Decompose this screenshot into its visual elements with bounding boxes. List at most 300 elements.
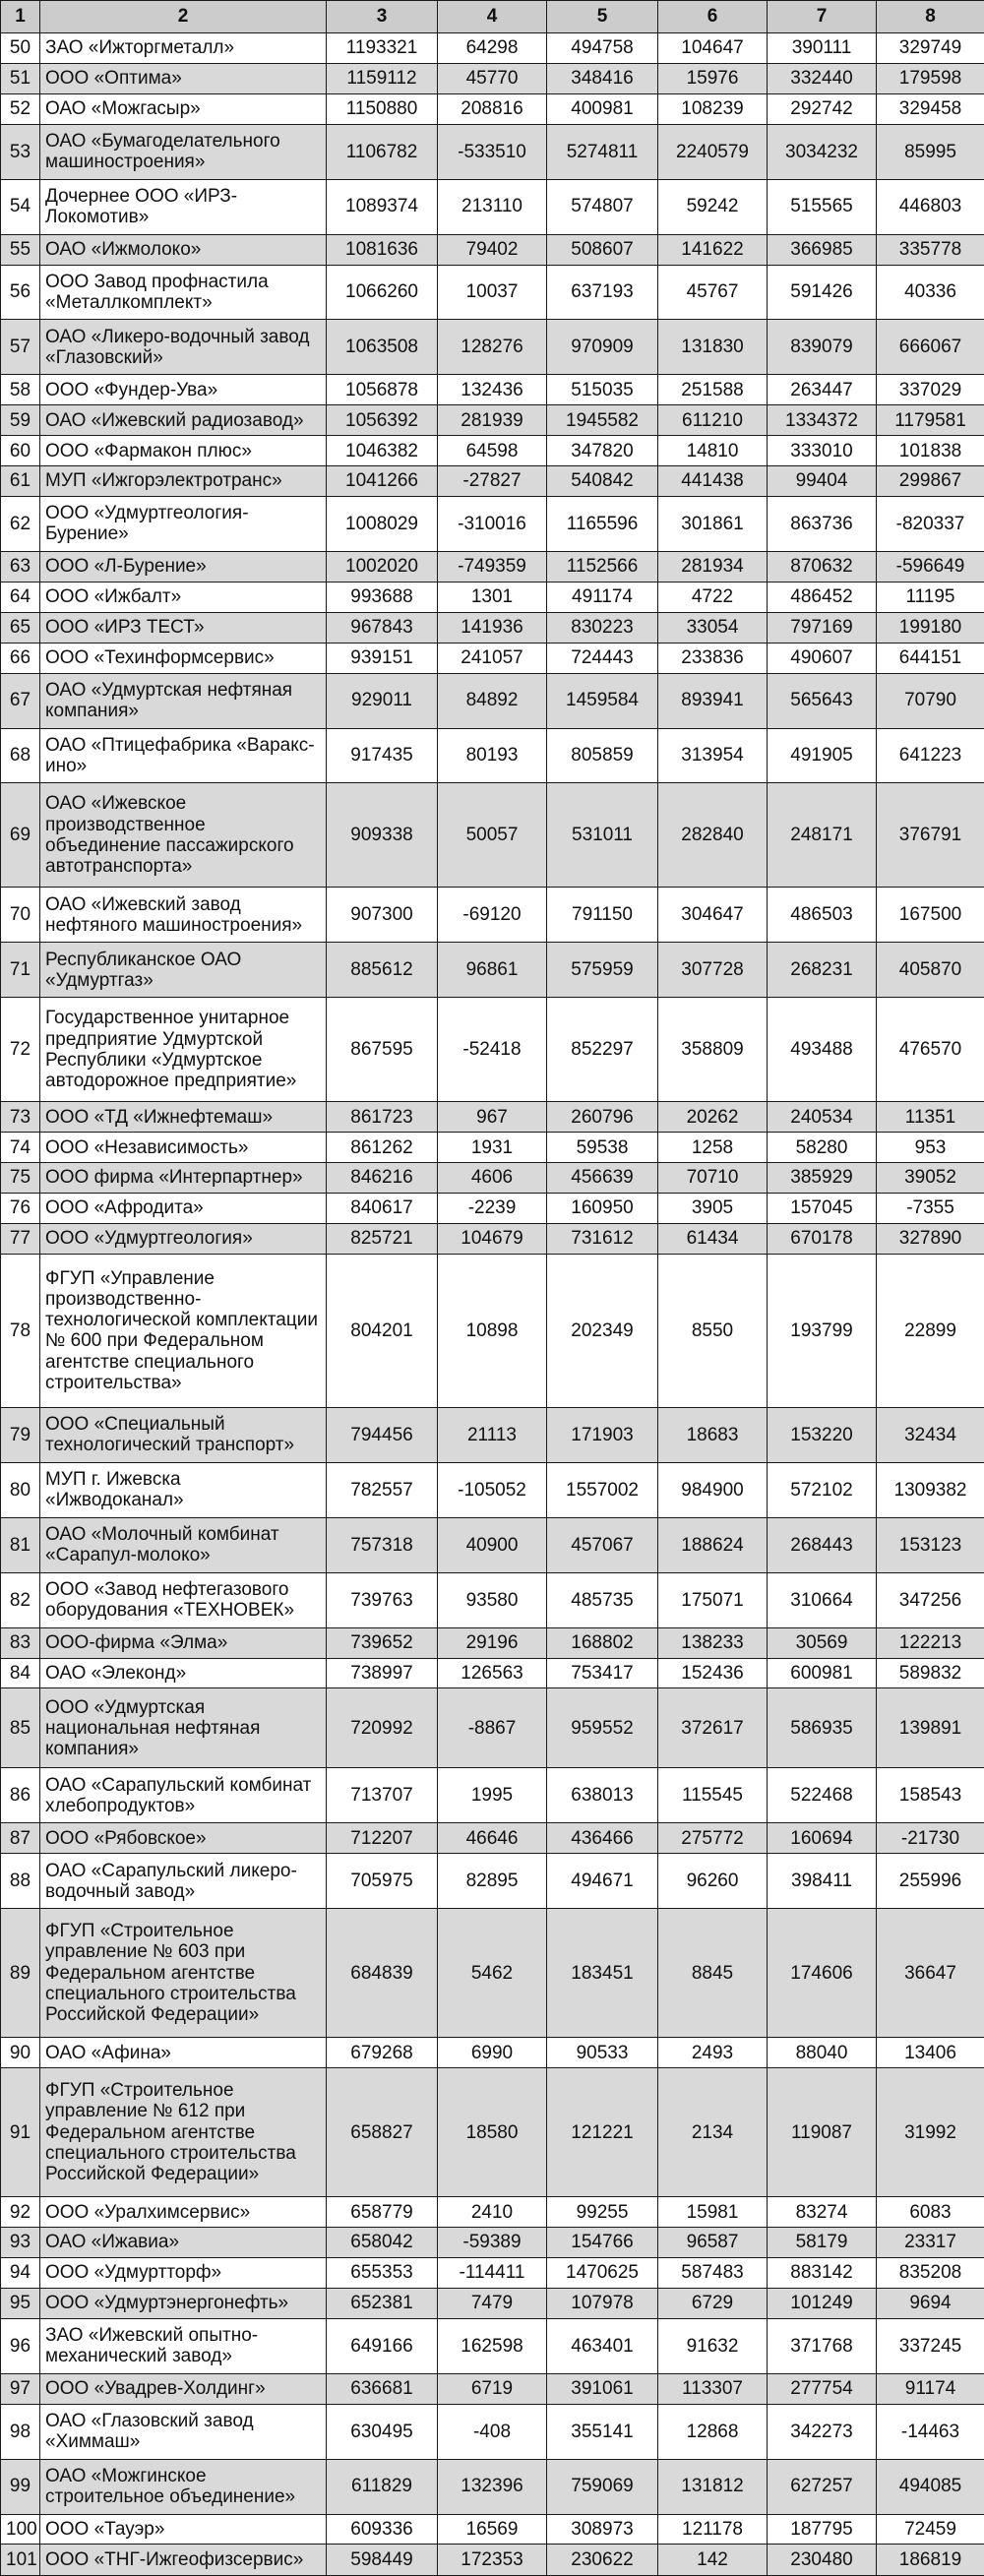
value-cell: 600981 — [768, 1658, 877, 1688]
table-row — [1, 673, 984, 728]
value-cell: 1066260 — [327, 265, 438, 320]
value-cell: 441438 — [658, 466, 768, 497]
table-row — [1, 551, 984, 582]
table-row — [1, 1854, 984, 1909]
value-cell: 1165596 — [547, 497, 658, 552]
value-cell: -533510 — [438, 124, 547, 179]
organization-name-cell: ОАО «Можгасыр» — [40, 93, 327, 124]
value-cell: 490607 — [768, 643, 877, 673]
value-cell: 347256 — [877, 1572, 984, 1627]
row-number-cell: 100 — [1, 2514, 40, 2545]
value-cell: 20262 — [658, 1102, 768, 1133]
organization-name-cell: ООО «ТНГ-Ижгеофизсервис» — [40, 2545, 327, 2576]
value-cell: 587483 — [658, 2258, 768, 2289]
organization-name-cell: ОАО «Ликеро-водочный завод «Глазовский» — [40, 320, 327, 375]
organization-name-cell: ОАО «Ижмолоко» — [40, 234, 327, 265]
value-cell: 132396 — [438, 2459, 547, 2514]
value-cell: 658827 — [327, 2068, 438, 2197]
value-cell: 29196 — [438, 1627, 547, 1658]
value-cell: 84892 — [438, 673, 547, 728]
value-cell: 984900 — [658, 1462, 768, 1517]
table-row — [1, 2545, 984, 2576]
organization-name-cell: ООО «Завод нефтегазового оборудования «ТЕХНОВЕК» — [40, 1572, 327, 1627]
value-cell: 46646 — [438, 1823, 547, 1854]
value-cell: 1089374 — [327, 179, 438, 234]
table-row — [1, 783, 984, 888]
value-cell: 731612 — [547, 1223, 658, 1254]
value-cell: 959552 — [547, 1688, 658, 1768]
table-row — [1, 1688, 984, 1768]
value-cell: 2493 — [658, 2038, 768, 2068]
value-cell: 1258 — [658, 1133, 768, 1163]
value-cell: 5274811 — [547, 124, 658, 179]
value-cell: 158543 — [877, 1768, 984, 1823]
value-cell: 33054 — [658, 612, 768, 643]
row-number-cell: 55 — [1, 234, 40, 265]
value-cell: 141936 — [438, 612, 547, 643]
table-row — [1, 1462, 984, 1517]
value-cell: 679268 — [327, 2038, 438, 2068]
value-cell: 400981 — [547, 93, 658, 124]
organization-name-cell: ООО «Независимость» — [40, 1133, 327, 1163]
value-cell: 405870 — [877, 943, 984, 998]
organization-name-cell: ФГУП «Управление производственно-технологической комплектации № 600 при Федеральном агентстве специального строительства» — [40, 1254, 327, 1407]
row-number-cell: 99 — [1, 2459, 40, 2514]
value-cell: 40900 — [438, 1517, 547, 1572]
organization-name-cell: ОАО «Ижевский завод нефтяного машиностроения» — [40, 888, 327, 943]
organization-name-cell: ООО Завод профнастила «Металлкомплект» — [40, 265, 327, 320]
value-cell: 241057 — [438, 643, 547, 673]
value-cell: 348416 — [547, 63, 658, 93]
value-cell: 327890 — [877, 1223, 984, 1254]
value-cell: 6990 — [438, 2038, 547, 2068]
value-cell: 572102 — [768, 1462, 877, 1517]
organization-name-cell: ООО «Удмуртэнергонефть» — [40, 2288, 327, 2318]
value-cell: 187795 — [768, 2514, 877, 2545]
value-cell: 1152566 — [547, 551, 658, 582]
value-cell: 358809 — [658, 998, 768, 1102]
organization-name-cell: Государственное унитарное предприятие Удмуртской Республики «Удмуртское автодорожное предприятие» — [40, 998, 327, 1102]
value-cell: 907300 — [327, 888, 438, 943]
table-row — [1, 1102, 984, 1133]
value-cell: -27827 — [438, 466, 547, 497]
value-cell: -408 — [438, 2404, 547, 2459]
organization-name-cell: ОАО «Глазовский завод «Химмаш» — [40, 2404, 327, 2459]
column-header-4: 4 — [438, 1, 547, 33]
organization-name-cell: ОАО «Молочный комбинат «Сарапул-молоко» — [40, 1517, 327, 1572]
value-cell: 1081636 — [327, 234, 438, 265]
value-cell: 153123 — [877, 1517, 984, 1572]
value-cell: 486503 — [768, 888, 877, 943]
value-cell: -105052 — [438, 1462, 547, 1517]
table-row — [1, 1407, 984, 1462]
value-cell: 1063508 — [327, 320, 438, 375]
value-cell: 540842 — [547, 466, 658, 497]
value-cell: -69120 — [438, 888, 547, 943]
value-cell: 255996 — [877, 1854, 984, 1909]
row-number-cell: 58 — [1, 375, 40, 405]
value-cell: 655353 — [327, 2258, 438, 2289]
row-number-cell: 93 — [1, 2228, 40, 2258]
row-number-cell: 65 — [1, 612, 40, 643]
value-cell: 522468 — [768, 1768, 877, 1823]
row-number-cell: 74 — [1, 1133, 40, 1163]
value-cell: 175071 — [658, 1572, 768, 1627]
organization-name-cell: ООО «Фундер-Ува» — [40, 375, 327, 405]
value-cell: 630495 — [327, 2404, 438, 2459]
value-cell: 199180 — [877, 612, 984, 643]
table-row — [1, 643, 984, 673]
row-number-cell: 71 — [1, 943, 40, 998]
column-header-1: 1 — [1, 1, 40, 33]
value-cell: 122213 — [877, 1627, 984, 1658]
value-cell: 154766 — [547, 2228, 658, 2258]
table-row — [1, 728, 984, 783]
value-cell: 292742 — [768, 93, 877, 124]
value-cell: 115545 — [658, 1768, 768, 1823]
table-row — [1, 63, 984, 93]
value-cell: 670178 — [768, 1223, 877, 1254]
table-row — [1, 320, 984, 375]
value-cell: 90533 — [547, 2038, 658, 2068]
value-cell: 202349 — [547, 1254, 658, 1407]
value-cell: 186819 — [877, 2545, 984, 2576]
table-header — [1, 1, 984, 33]
value-cell: 366985 — [768, 234, 877, 265]
value-cell: 2410 — [438, 2197, 547, 2228]
organization-name-cell: ООО «Удмуртгеология» — [40, 1223, 327, 1254]
table-row — [1, 1627, 984, 1658]
value-cell: -596649 — [877, 551, 984, 582]
value-cell: 463401 — [547, 2318, 658, 2373]
value-cell: 213110 — [438, 179, 547, 234]
value-cell: 508607 — [547, 234, 658, 265]
value-cell: 531011 — [547, 783, 658, 888]
value-cell: 739763 — [327, 1572, 438, 1627]
value-cell: 515035 — [547, 375, 658, 405]
value-cell: 720992 — [327, 1688, 438, 1768]
table-row — [1, 943, 984, 998]
row-number-cell: 50 — [1, 33, 40, 64]
value-cell: 494758 — [547, 33, 658, 64]
value-cell: 846216 — [327, 1163, 438, 1194]
organization-name-cell: ООО «Удмуртская национальная нефтяная компания» — [40, 1688, 327, 1768]
row-number-cell: 96 — [1, 2318, 40, 2373]
value-cell: 446803 — [877, 179, 984, 234]
table-row — [1, 2459, 984, 2514]
value-cell: 589832 — [877, 1658, 984, 1688]
organization-name-cell: ООО «Тауэр» — [40, 2514, 327, 2545]
value-cell: 230480 — [768, 2545, 877, 2576]
table-row — [1, 179, 984, 234]
value-cell: 82895 — [438, 1854, 547, 1909]
organization-name-cell: МУП «Ижгорэлектротранс» — [40, 466, 327, 497]
organization-name-cell: ЗАО «Ижевский опытно-механический завод» — [40, 2318, 327, 2373]
row-number-cell: 76 — [1, 1194, 40, 1224]
value-cell: 1008029 — [327, 497, 438, 552]
value-cell: 953 — [877, 1133, 984, 1163]
value-cell: 12868 — [658, 2404, 768, 2459]
value-cell: 308973 — [547, 2514, 658, 2545]
value-cell: 11195 — [877, 582, 984, 612]
organization-name-cell: ООО «Уралхимсервис» — [40, 2197, 327, 2228]
row-number-cell: 78 — [1, 1254, 40, 1407]
value-cell: 141622 — [658, 234, 768, 265]
value-cell: 1056392 — [327, 405, 438, 436]
value-cell: 1995 — [438, 1768, 547, 1823]
value-cell: 101838 — [877, 436, 984, 466]
value-cell: 107978 — [547, 2288, 658, 2318]
organization-name-cell: ООО «Ижбалт» — [40, 582, 327, 612]
value-cell: 574807 — [547, 179, 658, 234]
value-cell: 8550 — [658, 1254, 768, 1407]
organization-name-cell: ООО «Л-Бурение» — [40, 551, 327, 582]
value-cell: 131812 — [658, 2459, 768, 2514]
row-number-cell: 87 — [1, 1823, 40, 1854]
value-cell: 1301 — [438, 582, 547, 612]
value-cell: 167500 — [877, 888, 984, 943]
value-cell: 376791 — [877, 783, 984, 888]
value-cell: 1056878 — [327, 375, 438, 405]
table-row — [1, 1254, 984, 1407]
value-cell: 39052 — [877, 1163, 984, 1194]
row-number-cell: 62 — [1, 497, 40, 552]
value-cell: 1150880 — [327, 93, 438, 124]
organization-name-cell: Республиканское ОАО «Удмуртгаз» — [40, 943, 327, 998]
value-cell: 131830 — [658, 320, 768, 375]
table-row — [1, 1517, 984, 1572]
value-cell: 939151 — [327, 643, 438, 673]
column-header-8: 8 — [877, 1, 984, 33]
value-cell: -310016 — [438, 497, 547, 552]
value-cell: -59389 — [438, 2228, 547, 2258]
value-cell: -8867 — [438, 1688, 547, 1768]
table-row — [1, 124, 984, 179]
value-cell: 16569 — [438, 2514, 547, 2545]
value-cell: 160950 — [547, 1194, 658, 1224]
value-cell: 337029 — [877, 375, 984, 405]
value-cell: 23317 — [877, 2228, 984, 2258]
value-cell: 332440 — [768, 63, 877, 93]
row-number-cell: 79 — [1, 1407, 40, 1462]
table-row — [1, 33, 984, 64]
value-cell: 684839 — [327, 1909, 438, 2038]
row-number-cell: 89 — [1, 1909, 40, 2038]
value-cell: 885612 — [327, 943, 438, 998]
value-cell: 153220 — [768, 1407, 877, 1462]
organization-name-cell: ОАО «Ижавиа» — [40, 2228, 327, 2258]
organization-name-cell: ОАО «Сарапульский комбинат хлебопродуктов» — [40, 1768, 327, 1823]
organization-name-cell: ОАО «Бумагоделательного машиностроения» — [40, 124, 327, 179]
value-cell: 835208 — [877, 2258, 984, 2289]
table-body — [1, 33, 984, 2576]
organization-name-cell: ООО «Удмуртгеология-Бурение» — [40, 497, 327, 552]
row-number-cell: 51 — [1, 63, 40, 93]
row-number-cell: 64 — [1, 582, 40, 612]
row-number-cell: 56 — [1, 265, 40, 320]
value-cell: 485735 — [547, 1572, 658, 1627]
value-cell: 637193 — [547, 265, 658, 320]
value-cell: 712207 — [327, 1823, 438, 1854]
table-row — [1, 1572, 984, 1627]
value-cell: 1309382 — [877, 1462, 984, 1517]
value-cell: 14810 — [658, 436, 768, 466]
value-cell: 457067 — [547, 1517, 658, 1572]
value-cell: 101249 — [768, 2288, 877, 2318]
row-number-cell: 77 — [1, 1223, 40, 1254]
value-cell: 79402 — [438, 234, 547, 265]
organization-name-cell: ОАО «Ижевское производственное объединение пассажирского автотранспорта» — [40, 783, 327, 888]
table-row — [1, 2038, 984, 2068]
value-cell: 299867 — [877, 466, 984, 497]
value-cell: 335778 — [877, 234, 984, 265]
row-number-cell: 61 — [1, 466, 40, 497]
row-number-cell: 53 — [1, 124, 40, 179]
value-cell: 652381 — [327, 2288, 438, 2318]
value-cell: 598449 — [327, 2545, 438, 2576]
value-cell: 277754 — [768, 2373, 877, 2404]
value-cell: 329749 — [877, 33, 984, 64]
table-row — [1, 375, 984, 405]
value-cell: 188624 — [658, 1517, 768, 1572]
value-cell: -114411 — [438, 2258, 547, 2289]
value-cell: 852297 — [547, 998, 658, 1102]
column-header-5: 5 — [547, 1, 658, 33]
row-number-cell: 98 — [1, 2404, 40, 2459]
value-cell: -52418 — [438, 998, 547, 1102]
value-cell: 268231 — [768, 943, 877, 998]
value-cell: 638013 — [547, 1768, 658, 1823]
organization-name-cell: ОАО «Удмуртская нефтяная компания» — [40, 673, 327, 728]
row-number-cell: 59 — [1, 405, 40, 436]
value-cell: 7479 — [438, 2288, 547, 2318]
value-cell: 666067 — [877, 320, 984, 375]
value-cell: 713707 — [327, 1768, 438, 1823]
table-row — [1, 2228, 984, 2258]
value-cell: 486452 — [768, 582, 877, 612]
value-cell: 83274 — [768, 2197, 877, 2228]
value-cell: 342273 — [768, 2404, 877, 2459]
value-cell: 96260 — [658, 1854, 768, 1909]
value-cell: 36647 — [877, 1909, 984, 2038]
value-cell: 281939 — [438, 405, 547, 436]
column-header-3: 3 — [327, 1, 438, 33]
value-cell: 18580 — [438, 2068, 547, 2197]
value-cell: 1041266 — [327, 466, 438, 497]
value-cell: 739652 — [327, 1627, 438, 1658]
table-row — [1, 998, 984, 1102]
row-number-cell: 94 — [1, 2258, 40, 2289]
value-cell: 5462 — [438, 1909, 547, 2038]
value-cell: 494085 — [877, 2459, 984, 2514]
value-cell: 867595 — [327, 998, 438, 1102]
value-cell: 32434 — [877, 1407, 984, 1462]
value-cell: 753417 — [547, 1658, 658, 1688]
table-row — [1, 582, 984, 612]
value-cell: 59242 — [658, 179, 768, 234]
table-row — [1, 2514, 984, 2545]
column-header-6: 6 — [658, 1, 768, 33]
value-cell: 967843 — [327, 612, 438, 643]
value-cell: 805859 — [547, 728, 658, 783]
value-cell: 658779 — [327, 2197, 438, 2228]
row-number-cell: 84 — [1, 1658, 40, 1688]
organization-name-cell: ОАО «Ижевский радиозавод» — [40, 405, 327, 436]
row-number-cell: 54 — [1, 179, 40, 234]
value-cell: 171903 — [547, 1407, 658, 1462]
value-cell: 1046382 — [327, 436, 438, 466]
value-cell: 456639 — [547, 1163, 658, 1194]
value-cell: 724443 — [547, 643, 658, 673]
value-cell: 8845 — [658, 1909, 768, 2038]
value-cell: 168802 — [547, 1627, 658, 1658]
header-row — [1, 1, 984, 33]
value-cell: 64598 — [438, 436, 547, 466]
value-cell: 6719 — [438, 2373, 547, 2404]
column-header-7: 7 — [768, 1, 877, 33]
value-cell: 230622 — [547, 2545, 658, 2576]
row-number-cell: 52 — [1, 93, 40, 124]
row-number-cell: 88 — [1, 1854, 40, 1909]
value-cell: 162598 — [438, 2318, 547, 2373]
value-cell: 132436 — [438, 375, 547, 405]
value-cell: 4606 — [438, 1163, 547, 1194]
value-cell: 88040 — [768, 2038, 877, 2068]
row-number-cell: 90 — [1, 2038, 40, 2068]
table-row — [1, 2373, 984, 2404]
value-cell: 967 — [438, 1102, 547, 1133]
organization-name-cell: ООО «Афродита» — [40, 1194, 327, 1224]
value-cell: 13406 — [877, 2038, 984, 2068]
value-cell: 139891 — [877, 1688, 984, 1768]
value-cell: 839079 — [768, 320, 877, 375]
value-cell: 313954 — [658, 728, 768, 783]
value-cell: -2239 — [438, 1194, 547, 1224]
value-cell: 1459584 — [547, 673, 658, 728]
table-row — [1, 93, 984, 124]
value-cell: 282840 — [658, 783, 768, 888]
value-cell: 15976 — [658, 63, 768, 93]
value-cell: 45767 — [658, 265, 768, 320]
value-cell: 18683 — [658, 1407, 768, 1462]
organization-name-cell: ООО «Фармакон плюс» — [40, 436, 327, 466]
table-row — [1, 497, 984, 552]
value-cell: 825721 — [327, 1223, 438, 1254]
row-number-cell: 97 — [1, 2373, 40, 2404]
value-cell: 893941 — [658, 673, 768, 728]
value-cell: 80193 — [438, 728, 547, 783]
value-cell: 59538 — [547, 1133, 658, 1163]
value-cell: 993688 — [327, 582, 438, 612]
value-cell: 705975 — [327, 1854, 438, 1909]
value-cell: 494671 — [547, 1854, 658, 1909]
table-row — [1, 2318, 984, 2373]
value-cell: 861262 — [327, 1133, 438, 1163]
value-cell: 22899 — [877, 1254, 984, 1407]
row-number-cell: 69 — [1, 783, 40, 888]
value-cell: 10037 — [438, 265, 547, 320]
value-cell: 391061 — [547, 2373, 658, 2404]
value-cell: -21730 — [877, 1823, 984, 1854]
table-row — [1, 1768, 984, 1823]
organization-name-cell: ОАО «Птицефабрика «Вараксино» — [40, 728, 327, 783]
value-cell: 275772 — [658, 1823, 768, 1854]
value-cell: 797169 — [768, 612, 877, 643]
table-row — [1, 2404, 984, 2459]
value-cell: 355141 — [547, 2404, 658, 2459]
value-cell: 172353 — [438, 2545, 547, 2576]
value-cell: 45770 — [438, 63, 547, 93]
